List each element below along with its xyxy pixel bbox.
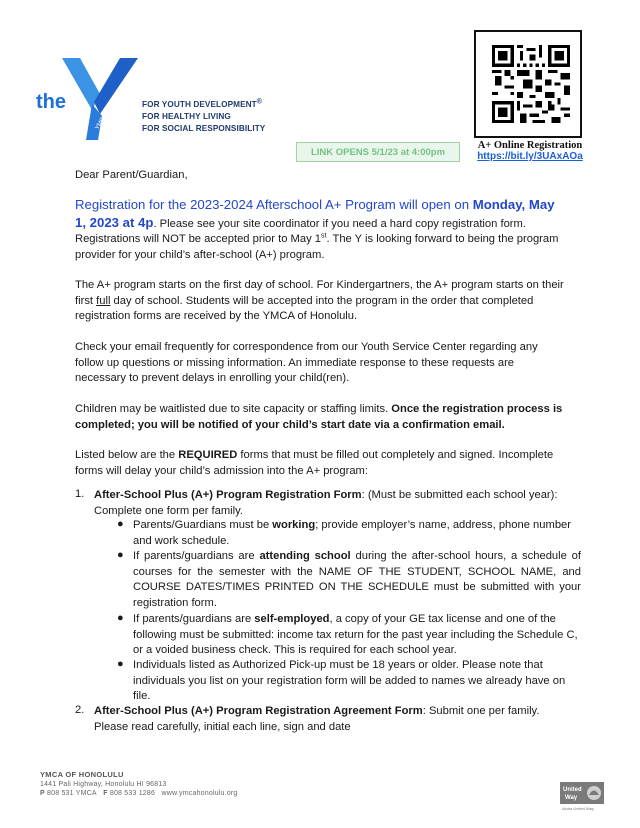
bullet-self-employed: If parents/guardians are self-employed, a copy of your GE tax license and one of the following must be submitted: income tax return for the past year including the Schedule C, or a voided business check. This is required for each school year. bbox=[133, 613, 578, 657]
svg-text:United: United bbox=[563, 787, 582, 793]
intro-lead: Registration for the 2023-2024 Afterschool A+ Program will open on bbox=[75, 197, 473, 212]
intro-date: Monday, May 1, 2023 at 4p bbox=[75, 197, 555, 230]
list-number-1: 1. bbox=[75, 488, 85, 500]
svg-text:Aloha United Way: Aloha United Way bbox=[562, 806, 594, 811]
qr-code-icon bbox=[492, 45, 570, 123]
tagline-health: FOR HEALTHY LIVING bbox=[142, 112, 231, 121]
footer-website[interactable]: www.ymcahonolulu.org bbox=[161, 790, 238, 797]
footer-street: 1441 Pali Highway, Honolulu HI 96813 bbox=[40, 781, 167, 788]
footer-contact: P 808 531 YMCA F 808 533 1286 www.ymcahonolulu.org bbox=[40, 790, 238, 797]
logo-word: the bbox=[36, 91, 66, 113]
footer-org: YMCA OF HONOLULU bbox=[40, 770, 124, 779]
email-paragraph: Check your email frequently for correspondence from our Youth Service Center regarding any follow up questions or missing information. An immediate response to these requests are necessary to prevent delays in enrolling your child(ren). bbox=[75, 341, 538, 385]
ymca-y-logo-icon bbox=[34, 56, 144, 140]
list-number-2: 2. bbox=[75, 704, 85, 716]
program-start-paragraph: The A+ program starts on the first day of school. For Kindergartners, the A+ program starts on their first full day of school. Students will be accepted into the program in the order that completed registration forms are received by the YMCA of Honolulu. bbox=[75, 279, 564, 323]
bullet-icon: ● bbox=[117, 612, 124, 624]
link-opens-notice: LINK OPENS 5/1/23 at 4:00pm bbox=[296, 142, 460, 162]
bullet-working: Parents/Guardians must be working; provide employer’s name, address, phone number and work schedule. bbox=[133, 519, 571, 547]
ymca-logo bbox=[34, 56, 274, 140]
svg-text:Way: Way bbox=[565, 795, 578, 801]
qr-code[interactable] bbox=[474, 30, 582, 138]
qr-caption: A+ Online Registration bbox=[477, 140, 583, 151]
tagline-youth: FOR YOUTH DEVELOPMENT® bbox=[142, 98, 263, 109]
bullet-icon: ● bbox=[117, 518, 124, 530]
footer-address bbox=[40, 770, 340, 797]
waitlist-paragraph: Children may be waitlisted due to site capacity or staffing limits. Once the registration process is completed; you will be notified of your child’s start date via a confirmation email. bbox=[75, 403, 563, 431]
required-forms-paragraph: Listed below are the REQUIRED forms that must be filled out completely and signed. Incomplete forms will delay your child’s admission into the A+ program: bbox=[75, 449, 554, 477]
bullet-authorized-pickup: Individuals listed as Authorized Pick-up must be 18 years or older. Please note that individuals you list on your registration form will be added to names we already have on file. bbox=[133, 659, 566, 703]
registration-link[interactable]: https://bit.ly/3UAxAOa bbox=[477, 151, 583, 162]
united-way-logo-icon bbox=[560, 782, 604, 812]
logo-ribbon: YMCA bbox=[94, 112, 109, 131]
intro-paragraph: Registration for the 2023-2024 Afterschool A+ Program will open on Monday, May 1, 2023 at 4p. Please see your site coordinator if you need a hard copy registration form. Registrations will NOT be accepted prior to May 1st. The Y is looking forward to being the program provider for your child’s after-school (A+) program. bbox=[75, 197, 559, 261]
bullet-attending-school: If parents/guardians are attending school during the after-school hours, a schedule of courses for the semester with the NAME OF THE STUDENT, SCHOOL NAME, and COURSE DATES/TIMES PRINTED ON THE SCHEDULE must be submitted with your registration form. bbox=[133, 550, 582, 609]
list-item-registration-form: After-School Plus (A+) Program Registration Form: (Must be submitted each school year): Complete one form per family. bbox=[94, 489, 558, 517]
bullet-icon: ● bbox=[117, 549, 124, 561]
list-item-agreement-form: After-School Plus (A+) Program Registration Agreement Form: Submit one per family. Please read carefully, initial each line, sign and date bbox=[94, 705, 540, 733]
bullet-icon: ● bbox=[117, 658, 124, 670]
tagline-social: FOR SOCIAL RESPONSIBILITY bbox=[142, 124, 266, 133]
greeting: Dear Parent/Guardian, bbox=[75, 169, 188, 181]
